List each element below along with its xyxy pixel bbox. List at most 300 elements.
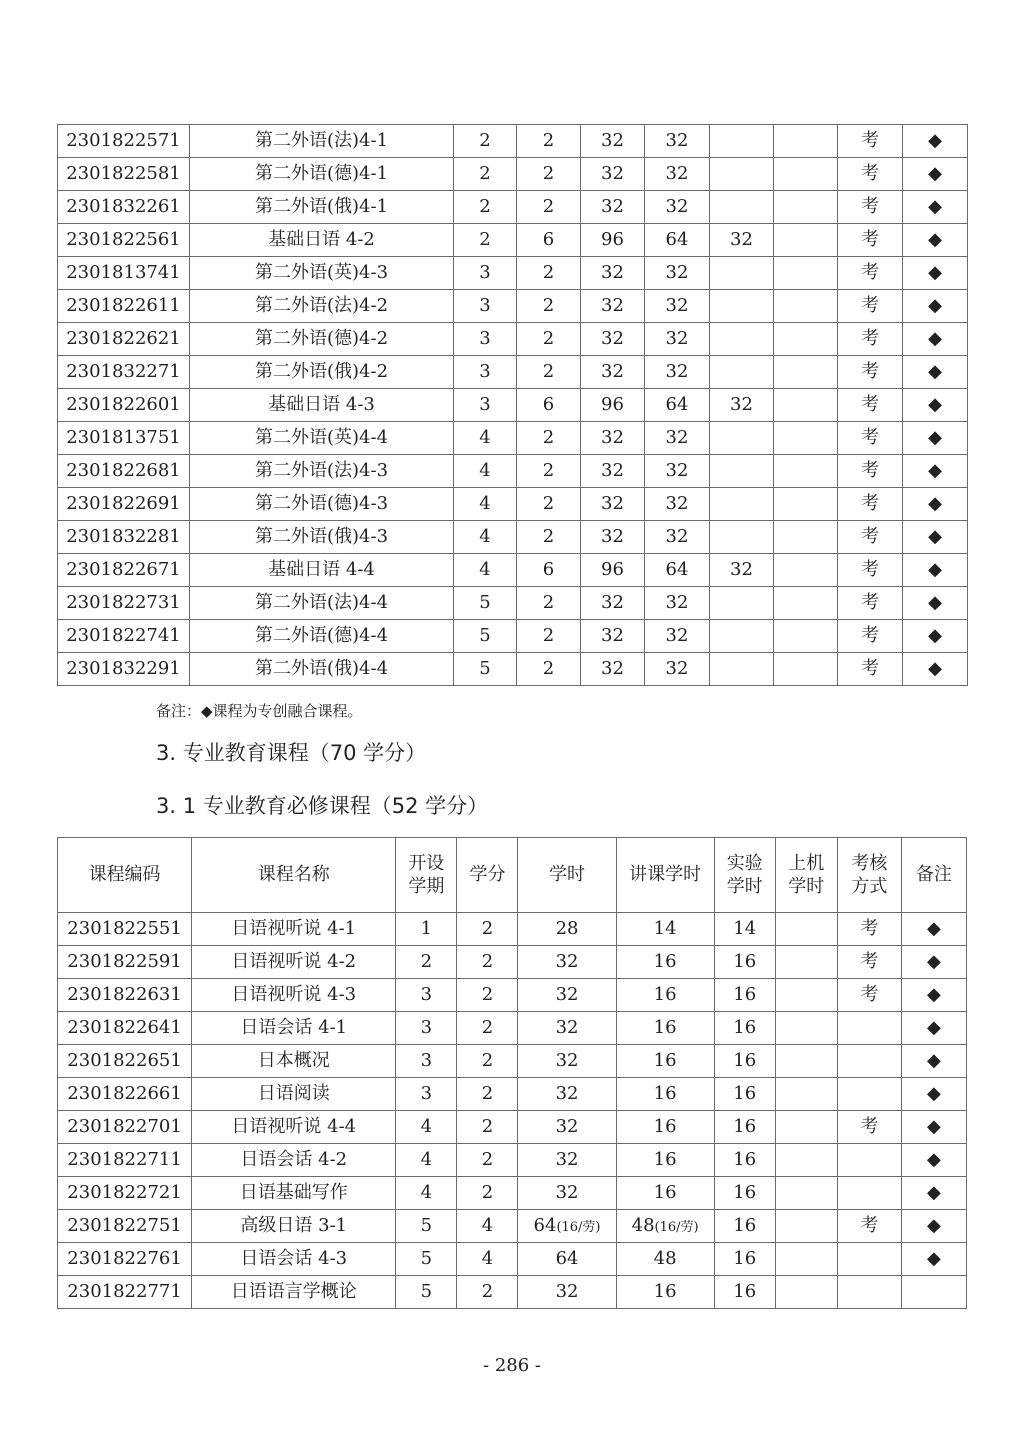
credit-cell: 2 bbox=[517, 290, 581, 323]
hours-cell: 32 bbox=[581, 257, 645, 290]
hours-cell: 32 bbox=[581, 488, 645, 521]
credit-cell: 2 bbox=[517, 356, 581, 389]
computer-hours-cell bbox=[775, 913, 837, 946]
lab-hours-cell: 16 bbox=[714, 1012, 775, 1045]
course-code-cell: 2301822741 bbox=[58, 620, 190, 653]
table-row bbox=[58, 455, 968, 488]
course-name-cell: 日语视听说 4-3 bbox=[192, 979, 396, 1012]
computer-hours-cell bbox=[774, 191, 838, 224]
lab-hours-cell bbox=[710, 191, 774, 224]
lab-hours-cell bbox=[710, 620, 774, 653]
lecture-hours-cell: 32 bbox=[645, 422, 710, 455]
course-code-cell: 2301822681 bbox=[58, 455, 190, 488]
semester-cell: 4 bbox=[396, 1144, 457, 1177]
hours-cell: 32 bbox=[581, 356, 645, 389]
lecture-hours-cell: 14 bbox=[616, 913, 714, 946]
credit-cell: 6 bbox=[517, 389, 581, 422]
remark-diamond-icon: ◆ bbox=[901, 1210, 966, 1243]
lecture-hours-cell: 16 bbox=[616, 1144, 714, 1177]
course-code-cell: 2301822761 bbox=[58, 1243, 192, 1276]
credit-cell: 6 bbox=[517, 224, 581, 257]
computer-hours-cell bbox=[775, 1012, 837, 1045]
course-name-cell: 第二外语(法)4-2 bbox=[190, 290, 454, 323]
credit-cell: 2 bbox=[517, 521, 581, 554]
computer-hours-cell bbox=[774, 323, 838, 356]
assessment-cell: 考 bbox=[838, 389, 903, 422]
semester-cell: 4 bbox=[454, 422, 517, 455]
computer-hours-cell bbox=[775, 1276, 837, 1309]
lab-hours-cell bbox=[710, 455, 774, 488]
course-code-cell: 2301822771 bbox=[58, 1276, 192, 1309]
course-name-cell: 日语视听说 4-1 bbox=[192, 913, 396, 946]
computer-hours-cell bbox=[774, 290, 838, 323]
semester-cell: 5 bbox=[396, 1276, 457, 1309]
table-row bbox=[58, 488, 968, 521]
remark-diamond-icon: ◆ bbox=[903, 224, 968, 257]
assessment-cell: 考 bbox=[838, 323, 903, 356]
lab-hours-cell bbox=[710, 323, 774, 356]
lab-hours-cell: 16 bbox=[714, 946, 775, 979]
credit-cell: 2 bbox=[457, 913, 518, 946]
lecture-hours-cell: 64 bbox=[645, 224, 710, 257]
lecture-hours-cell: 32 bbox=[645, 125, 710, 158]
credit-cell: 2 bbox=[517, 323, 581, 356]
assessment-cell bbox=[837, 1078, 901, 1111]
course-code-cell: 2301822661 bbox=[58, 1078, 192, 1111]
remark-diamond-icon: ◆ bbox=[903, 323, 968, 356]
header-assessment: 考核 方式 bbox=[837, 838, 901, 913]
hours-cell: 32 bbox=[518, 1144, 616, 1177]
remark-diamond-icon: ◆ bbox=[901, 979, 966, 1012]
computer-hours-cell bbox=[774, 587, 838, 620]
course-code-cell: 2301832291 bbox=[58, 653, 190, 686]
credit-cell: 2 bbox=[457, 1078, 518, 1111]
credit-cell: 4 bbox=[457, 1243, 518, 1276]
lecture-hours-cell: 16 bbox=[616, 1045, 714, 1078]
lab-hours-cell bbox=[710, 422, 774, 455]
computer-hours-cell bbox=[774, 125, 838, 158]
semester-cell: 2 bbox=[454, 158, 517, 191]
semester-cell: 4 bbox=[454, 554, 517, 587]
course-table-continued bbox=[57, 124, 968, 686]
lecture-hours-cell: 32 bbox=[645, 191, 710, 224]
table-row bbox=[58, 1012, 967, 1045]
hours-cell: 32 bbox=[581, 521, 645, 554]
hours-cell: 32 bbox=[581, 191, 645, 224]
table-footnote: 备注：◆课程为专创融合课程。 bbox=[156, 702, 363, 720]
course-name-cell: 第二外语(法)4-1 bbox=[190, 125, 454, 158]
semester-cell: 5 bbox=[396, 1210, 457, 1243]
lab-hours-cell bbox=[710, 125, 774, 158]
table-row bbox=[58, 587, 968, 620]
remark-diamond-icon: ◆ bbox=[903, 587, 968, 620]
lab-hours-cell: 32 bbox=[710, 224, 774, 257]
lab-hours-cell: 16 bbox=[714, 1276, 775, 1309]
hours-cell: 32 bbox=[581, 323, 645, 356]
semester-cell: 4 bbox=[454, 488, 517, 521]
header-course-name: 课程名称 bbox=[192, 838, 396, 913]
course-name-cell: 第二外语(英)4-4 bbox=[190, 422, 454, 455]
header-lecture-hours: 讲课学时 bbox=[616, 838, 714, 913]
computer-hours-cell bbox=[774, 158, 838, 191]
table-row bbox=[58, 422, 968, 455]
credit-cell: 2 bbox=[457, 1144, 518, 1177]
computer-hours-cell bbox=[774, 224, 838, 257]
assessment-cell: 考 bbox=[838, 455, 903, 488]
table-row bbox=[58, 389, 968, 422]
course-code-cell: 2301822641 bbox=[58, 1012, 192, 1045]
remark-diamond-icon: ◆ bbox=[901, 1177, 966, 1210]
credit-cell: 2 bbox=[457, 1111, 518, 1144]
remark-diamond-icon: ◆ bbox=[903, 653, 968, 686]
table-row bbox=[58, 913, 967, 946]
course-name-cell: 日语语言学概论 bbox=[192, 1276, 396, 1309]
course-code-cell: 2301822701 bbox=[58, 1111, 192, 1144]
remark-diamond-icon: ◆ bbox=[903, 125, 968, 158]
lab-hours-cell: 16 bbox=[714, 1144, 775, 1177]
semester-cell: 1 bbox=[396, 913, 457, 946]
subsection-heading: 3. 1 专业教育必修课程（52 学分） bbox=[156, 794, 489, 818]
header-course-code: 课程编码 bbox=[58, 838, 192, 913]
credit-cell: 6 bbox=[517, 554, 581, 587]
remark-diamond-icon: ◆ bbox=[901, 1045, 966, 1078]
remark-diamond-icon: ◆ bbox=[903, 620, 968, 653]
course-code-cell: 2301822581 bbox=[58, 158, 190, 191]
remark-diamond-icon: ◆ bbox=[903, 389, 968, 422]
table-row bbox=[58, 653, 968, 686]
header-computer-hours: 上机 学时 bbox=[775, 838, 837, 913]
table-header-row bbox=[58, 838, 967, 913]
assessment-cell: 考 bbox=[838, 422, 903, 455]
lecture-hours-cell: 32 bbox=[645, 488, 710, 521]
hours-cell: 32 bbox=[518, 979, 616, 1012]
credit-cell: 2 bbox=[457, 1012, 518, 1045]
computer-hours-cell bbox=[775, 1210, 837, 1243]
assessment-cell: 考 bbox=[838, 488, 903, 521]
semester-cell: 5 bbox=[396, 1243, 457, 1276]
lab-hours-cell bbox=[710, 158, 774, 191]
course-name-cell: 第二外语(德)4-3 bbox=[190, 488, 454, 521]
lecture-hours-cell: 32 bbox=[645, 455, 710, 488]
course-name-cell: 日语视听说 4-2 bbox=[192, 946, 396, 979]
course-name-cell: 第二外语(英)4-3 bbox=[190, 257, 454, 290]
table-row bbox=[58, 158, 968, 191]
semester-cell: 2 bbox=[396, 946, 457, 979]
lecture-hours-cell: 32 bbox=[645, 158, 710, 191]
lecture-hours-cell: 32 bbox=[645, 521, 710, 554]
course-name-cell: 高级日语 3-1 bbox=[192, 1210, 396, 1243]
semester-cell: 2 bbox=[454, 191, 517, 224]
assessment-cell: 考 bbox=[838, 521, 903, 554]
course-code-cell: 2301832281 bbox=[58, 521, 190, 554]
header-semester: 开设 学期 bbox=[396, 838, 457, 913]
course-name-cell: 日语视听说 4-4 bbox=[192, 1111, 396, 1144]
table-row bbox=[58, 1243, 967, 1276]
course-code-cell: 2301822631 bbox=[58, 979, 192, 1012]
section-heading: 3. 专业教育课程（70 学分） bbox=[156, 741, 427, 765]
course-code-cell: 2301822721 bbox=[58, 1177, 192, 1210]
table-row bbox=[58, 1045, 967, 1078]
course-name-cell: 日语会话 4-3 bbox=[192, 1243, 396, 1276]
table-row bbox=[58, 1111, 967, 1144]
assessment-cell: 考 bbox=[838, 257, 903, 290]
lab-hours-cell: 14 bbox=[714, 913, 775, 946]
semester-cell: 2 bbox=[454, 224, 517, 257]
lecture-hours-cell: 48(16/劳) bbox=[616, 1210, 714, 1243]
course-code-cell: 2301832261 bbox=[58, 191, 190, 224]
assessment-cell: 考 bbox=[837, 1210, 901, 1243]
table-row bbox=[58, 1144, 967, 1177]
hours-cell: 32 bbox=[581, 422, 645, 455]
course-code-cell: 2301822651 bbox=[58, 1045, 192, 1078]
semester-cell: 5 bbox=[454, 587, 517, 620]
semester-cell: 4 bbox=[454, 455, 517, 488]
course-code-cell: 2301822731 bbox=[58, 587, 190, 620]
remark-diamond-icon: ◆ bbox=[903, 422, 968, 455]
course-name-cell: 第二外语(俄)4-1 bbox=[190, 191, 454, 224]
lab-hours-cell bbox=[710, 488, 774, 521]
course-code-cell: 2301822561 bbox=[58, 224, 190, 257]
hours-cell: 32 bbox=[518, 1078, 616, 1111]
credit-cell: 2 bbox=[517, 158, 581, 191]
remark-diamond-icon: ◆ bbox=[903, 455, 968, 488]
hours-cell: 32 bbox=[518, 1111, 616, 1144]
credit-cell: 2 bbox=[517, 257, 581, 290]
lecture-hours-cell: 32 bbox=[645, 290, 710, 323]
lab-hours-cell: 16 bbox=[714, 1078, 775, 1111]
remark-diamond-icon: ◆ bbox=[901, 1111, 966, 1144]
semester-cell: 3 bbox=[454, 257, 517, 290]
remark-diamond-icon: ◆ bbox=[901, 946, 966, 979]
lecture-hours-cell: 16 bbox=[616, 979, 714, 1012]
course-name-cell: 日语会话 4-2 bbox=[192, 1144, 396, 1177]
table-row bbox=[58, 323, 968, 356]
lecture-hours-cell: 16 bbox=[616, 1177, 714, 1210]
course-code-cell: 2301813741 bbox=[58, 257, 190, 290]
lecture-hours-cell: 32 bbox=[645, 653, 710, 686]
lecture-hours-cell: 16 bbox=[616, 1276, 714, 1309]
course-name-cell: 第二外语(法)4-3 bbox=[190, 455, 454, 488]
credit-cell: 2 bbox=[457, 1045, 518, 1078]
remark-diamond-icon: ◆ bbox=[903, 356, 968, 389]
computer-hours-cell bbox=[774, 389, 838, 422]
assessment-cell: 考 bbox=[837, 1111, 901, 1144]
table-row bbox=[58, 1276, 967, 1309]
course-code-cell: 2301822691 bbox=[58, 488, 190, 521]
course-code-cell: 2301822601 bbox=[58, 389, 190, 422]
lab-hours-cell bbox=[710, 290, 774, 323]
semester-cell: 5 bbox=[454, 620, 517, 653]
lecture-hours-cell: 32 bbox=[645, 620, 710, 653]
credit-cell: 4 bbox=[457, 1210, 518, 1243]
semester-cell: 4 bbox=[396, 1111, 457, 1144]
semester-cell: 3 bbox=[396, 979, 457, 1012]
hours-cell: 96 bbox=[581, 224, 645, 257]
assessment-cell bbox=[837, 1045, 901, 1078]
lab-hours-cell: 16 bbox=[714, 1243, 775, 1276]
course-code-cell: 2301822591 bbox=[58, 946, 192, 979]
course-name-cell: 基础日语 4-3 bbox=[190, 389, 454, 422]
lecture-hours-cell: 16 bbox=[616, 946, 714, 979]
course-name-cell: 基础日语 4-2 bbox=[190, 224, 454, 257]
assessment-cell bbox=[837, 1177, 901, 1210]
table-row bbox=[58, 1078, 967, 1111]
major-required-course-table bbox=[57, 837, 967, 1309]
credit-cell: 2 bbox=[457, 1177, 518, 1210]
lecture-hours-cell: 48 bbox=[616, 1243, 714, 1276]
lab-hours-cell: 16 bbox=[714, 979, 775, 1012]
course-code-cell: 2301832271 bbox=[58, 356, 190, 389]
remark-diamond-icon: ◆ bbox=[901, 1012, 966, 1045]
table-row bbox=[58, 521, 968, 554]
table-row bbox=[58, 191, 968, 224]
semester-cell: 3 bbox=[396, 1045, 457, 1078]
hours-cell: 28 bbox=[518, 913, 616, 946]
header-credit: 学分 bbox=[457, 838, 518, 913]
remark-diamond-icon: ◆ bbox=[903, 257, 968, 290]
semester-cell: 3 bbox=[396, 1078, 457, 1111]
course-code-cell: 2301822611 bbox=[58, 290, 190, 323]
lab-hours-cell: 16 bbox=[714, 1210, 775, 1243]
hours-cell: 32 bbox=[581, 455, 645, 488]
remark-diamond-icon: ◆ bbox=[903, 521, 968, 554]
lab-hours-cell bbox=[710, 356, 774, 389]
hours-cell: 32 bbox=[518, 1177, 616, 1210]
lab-hours-cell bbox=[710, 521, 774, 554]
remark-diamond-icon: ◆ bbox=[901, 1078, 966, 1111]
hours-cell: 32 bbox=[518, 1012, 616, 1045]
credit-cell: 2 bbox=[457, 979, 518, 1012]
lecture-hours-cell: 64 bbox=[645, 554, 710, 587]
credit-cell: 2 bbox=[457, 1276, 518, 1309]
assessment-cell: 考 bbox=[838, 620, 903, 653]
lab-hours-cell bbox=[710, 257, 774, 290]
course-code-cell: 2301822671 bbox=[58, 554, 190, 587]
computer-hours-cell bbox=[774, 620, 838, 653]
course-name-cell: 第二外语(德)4-2 bbox=[190, 323, 454, 356]
course-name-cell: 日语阅读 bbox=[192, 1078, 396, 1111]
hours-cell: 32 bbox=[581, 158, 645, 191]
table-row bbox=[58, 356, 968, 389]
remark-diamond-icon: ◆ bbox=[903, 554, 968, 587]
hours-cell: 32 bbox=[581, 653, 645, 686]
computer-hours-cell bbox=[774, 521, 838, 554]
lab-hours-cell: 16 bbox=[714, 1045, 775, 1078]
remark-diamond-icon: ◆ bbox=[901, 1144, 966, 1177]
semester-cell: 3 bbox=[454, 290, 517, 323]
assessment-cell: 考 bbox=[838, 356, 903, 389]
table-row bbox=[58, 1177, 967, 1210]
hours-cell: 32 bbox=[518, 1276, 616, 1309]
assessment-cell: 考 bbox=[837, 979, 901, 1012]
computer-hours-cell bbox=[774, 422, 838, 455]
semester-cell: 3 bbox=[454, 356, 517, 389]
course-code-cell: 2301822571 bbox=[58, 125, 190, 158]
remark-diamond-icon: ◆ bbox=[903, 290, 968, 323]
table-row bbox=[58, 554, 968, 587]
hours-cell: 64 bbox=[518, 1243, 616, 1276]
hours-cell: 32 bbox=[581, 587, 645, 620]
table-row bbox=[58, 620, 968, 653]
lab-hours-cell: 16 bbox=[714, 1177, 775, 1210]
remark-diamond-icon: ◆ bbox=[901, 1243, 966, 1276]
computer-hours-cell bbox=[775, 1243, 837, 1276]
computer-hours-cell bbox=[774, 257, 838, 290]
course-code-cell: 2301822621 bbox=[58, 323, 190, 356]
computer-hours-cell bbox=[775, 1111, 837, 1144]
lecture-hours-cell: 64 bbox=[645, 389, 710, 422]
header-hours: 学时 bbox=[518, 838, 616, 913]
lecture-hours-cell: 16 bbox=[616, 1012, 714, 1045]
hours-cell: 32 bbox=[581, 125, 645, 158]
computer-hours-cell bbox=[774, 488, 838, 521]
assessment-cell: 考 bbox=[838, 125, 903, 158]
lab-hours-cell bbox=[710, 587, 774, 620]
assessment-cell bbox=[837, 1144, 901, 1177]
lecture-hours-cell: 32 bbox=[645, 356, 710, 389]
computer-hours-cell bbox=[775, 946, 837, 979]
table-row bbox=[58, 290, 968, 323]
lecture-hours-cell: 16 bbox=[616, 1111, 714, 1144]
computer-hours-cell bbox=[775, 1144, 837, 1177]
course-name-cell: 第二外语(德)4-1 bbox=[190, 158, 454, 191]
remark-diamond-icon: ◆ bbox=[903, 191, 968, 224]
assessment-cell: 考 bbox=[838, 554, 903, 587]
hours-cell: 96 bbox=[581, 554, 645, 587]
course-name-cell: 第二外语(法)4-4 bbox=[190, 587, 454, 620]
remark-diamond-icon: ◆ bbox=[901, 913, 966, 946]
table-row bbox=[58, 257, 968, 290]
computer-hours-cell bbox=[774, 455, 838, 488]
course-name-cell: 第二外语(俄)4-3 bbox=[190, 521, 454, 554]
course-name-cell: 第二外语(俄)4-4 bbox=[190, 653, 454, 686]
remark-diamond-icon: ◆ bbox=[903, 158, 968, 191]
hours-cell: 32 bbox=[581, 620, 645, 653]
computer-hours-cell bbox=[774, 653, 838, 686]
credit-cell: 2 bbox=[517, 620, 581, 653]
semester-cell: 3 bbox=[396, 1012, 457, 1045]
computer-hours-cell bbox=[775, 979, 837, 1012]
lab-hours-cell: 32 bbox=[710, 554, 774, 587]
assessment-cell: 考 bbox=[837, 913, 901, 946]
hours-cell: 32 bbox=[518, 946, 616, 979]
table-row bbox=[58, 224, 968, 257]
page-number: - 286 - bbox=[483, 1355, 541, 1376]
course-name-cell: 日语会话 4-1 bbox=[192, 1012, 396, 1045]
computer-hours-cell bbox=[775, 1045, 837, 1078]
course-name-cell: 日本概况 bbox=[192, 1045, 396, 1078]
lab-hours-cell: 32 bbox=[710, 389, 774, 422]
semester-cell: 3 bbox=[454, 323, 517, 356]
lecture-hours-cell: 32 bbox=[645, 257, 710, 290]
assessment-cell: 考 bbox=[838, 224, 903, 257]
hours-cell: 64(16/劳) bbox=[518, 1210, 616, 1243]
lecture-hours-cell: 32 bbox=[645, 587, 710, 620]
assessment-cell: 考 bbox=[838, 587, 903, 620]
lecture-hours-cell: 16 bbox=[616, 1078, 714, 1111]
credit-cell: 2 bbox=[517, 422, 581, 455]
remark-diamond-icon: ◆ bbox=[903, 488, 968, 521]
assessment-cell: 考 bbox=[838, 653, 903, 686]
computer-hours-cell bbox=[775, 1078, 837, 1111]
lecture-hours-cell: 32 bbox=[645, 323, 710, 356]
credit-cell: 2 bbox=[517, 455, 581, 488]
course-name-cell: 日语基础写作 bbox=[192, 1177, 396, 1210]
credit-cell: 2 bbox=[517, 125, 581, 158]
table-row bbox=[58, 979, 967, 1012]
assessment-cell: 考 bbox=[838, 290, 903, 323]
semester-cell: 2 bbox=[454, 125, 517, 158]
